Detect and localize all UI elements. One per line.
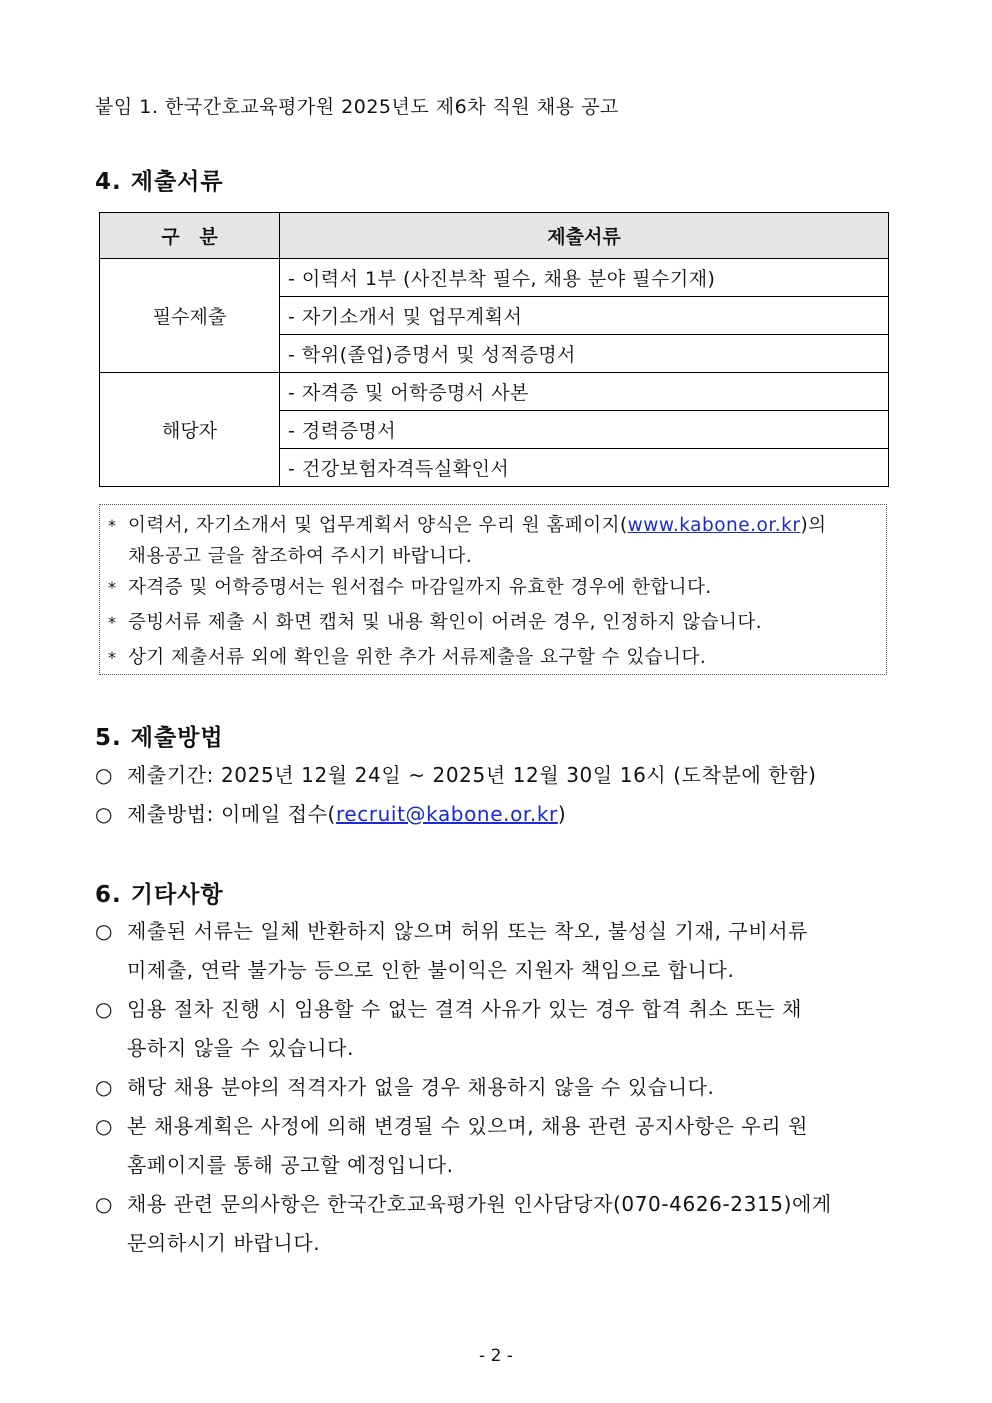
- page-number: - 2 -: [479, 1346, 513, 1366]
- list-item: [95, 1185, 900, 1263]
- note-text: 자격증 및 어학증명서는 원서접수 마감일까지 유효한 경우에 한합니다.: [128, 577, 712, 598]
- note-text: )의: [800, 515, 827, 536]
- item-text: 본 채용계획은 사정에 의해 변경될 수 있으며, 채용 관련 공지사항은 우리 원: [127, 1114, 809, 1138]
- category-if-applicable: 해당자: [100, 373, 280, 487]
- attachment-title: 붙임 1. 한국간호교육평가원 2025년도 제6차 직원 채용 공고: [95, 96, 619, 118]
- document-item: - 자기소개서 및 업무계획서: [280, 297, 889, 335]
- note-marker: *: [108, 578, 117, 597]
- section-5-heading: 5. 제출방법: [95, 725, 224, 751]
- note-marker: *: [108, 613, 117, 632]
- item-text: 홈페이지를 통해 공고할 예정입니다.: [127, 1153, 454, 1177]
- category-required: 필수제출: [100, 259, 280, 373]
- item-text: 임용 절차 진행 시 임용할 수 없는 결격 사유가 있는 경우 합격 취소 또는 채: [127, 997, 803, 1021]
- item-text: 채용 관련 문의사항은 한국간호교육평가원 인사담당자(070-4626-2315)에게: [127, 1192, 832, 1216]
- document-item: - 이력서 1부 (사진부착 필수, 채용 분야 필수기재): [280, 259, 889, 297]
- item-text: 해당 채용 분야의 적격자가 없을 경우 채용하지 않을 수 있습니다.: [127, 1075, 715, 1099]
- note-text: 채용공고 글을 참조하여 주시기 바랍니다.: [128, 546, 473, 567]
- list-item: [95, 795, 900, 834]
- note-item: [108, 607, 878, 638]
- note-text: 증빙서류 제출 시 화면 캡처 및 내용 확인이 어려운 경우, 인정하지 않습니다.: [128, 612, 763, 633]
- period-text: 제출기간: 2025년 12월 24일 ~ 2025년 12월 30일 16시 (도착분에 한함): [127, 763, 817, 787]
- document-item: - 경력증명서: [280, 411, 889, 449]
- item-text: 문의하시기 바랍니다.: [127, 1231, 321, 1255]
- list-item: [95, 1107, 900, 1185]
- list-item: [95, 990, 900, 1068]
- header-category: 구 분: [100, 213, 280, 259]
- documents-table: [99, 212, 889, 487]
- circle-bullet-icon: ○: [95, 763, 114, 787]
- section-6-heading: 6. 기타사항: [95, 882, 224, 908]
- note-item: [108, 510, 878, 572]
- document-item: - 건강보험자격득실확인서: [280, 449, 889, 487]
- circle-bullet-icon: ○: [95, 1192, 114, 1216]
- table-header-row: [100, 213, 889, 259]
- list-item: [95, 912, 900, 990]
- note-item: [108, 642, 878, 673]
- method-text: 제출방법: 이메일 접수(: [127, 802, 336, 826]
- email-link[interactable]: recruit@kabone.or.kr: [335, 802, 558, 826]
- item-text: 제출된 서류는 일체 반환하지 않으며 허위 또는 착오, 불성실 기재, 구비서류: [127, 919, 809, 943]
- section-4-heading: 4. 제출서류: [95, 169, 224, 195]
- homepage-link[interactable]: www.kabone.or.kr: [627, 515, 801, 536]
- note-marker: *: [108, 648, 117, 667]
- note-text: 이력서, 자기소개서 및 업무계획서 양식은 우리 원 홈페이지(: [128, 515, 628, 536]
- list-item: [95, 1068, 900, 1107]
- circle-bullet-icon: ○: [95, 802, 114, 826]
- circle-bullet-icon: ○: [95, 997, 114, 1021]
- method-text: ): [557, 802, 567, 826]
- circle-bullet-icon: ○: [95, 1114, 114, 1138]
- document-item: - 학위(졸업)증명서 및 성적증명서: [280, 335, 889, 373]
- item-text: 미제출, 연락 불가능 등으로 인한 불이익은 지원자 책임으로 합니다.: [127, 958, 735, 982]
- table-row: [100, 373, 889, 411]
- note-item: [108, 572, 878, 603]
- note-marker: *: [108, 516, 117, 535]
- list-item: [95, 756, 900, 795]
- table-row: [100, 259, 889, 297]
- header-documents: 제출서류: [280, 213, 889, 259]
- item-text: 용하지 않을 수 있습니다.: [127, 1036, 355, 1060]
- document-item: - 자격증 및 어학증명서 사본: [280, 373, 889, 411]
- notes-box: [99, 504, 887, 675]
- note-text: 상기 제출서류 외에 확인을 위한 추가 서류제출을 요구할 수 있습니다.: [128, 647, 707, 668]
- circle-bullet-icon: ○: [95, 919, 114, 943]
- circle-bullet-icon: ○: [95, 1075, 114, 1099]
